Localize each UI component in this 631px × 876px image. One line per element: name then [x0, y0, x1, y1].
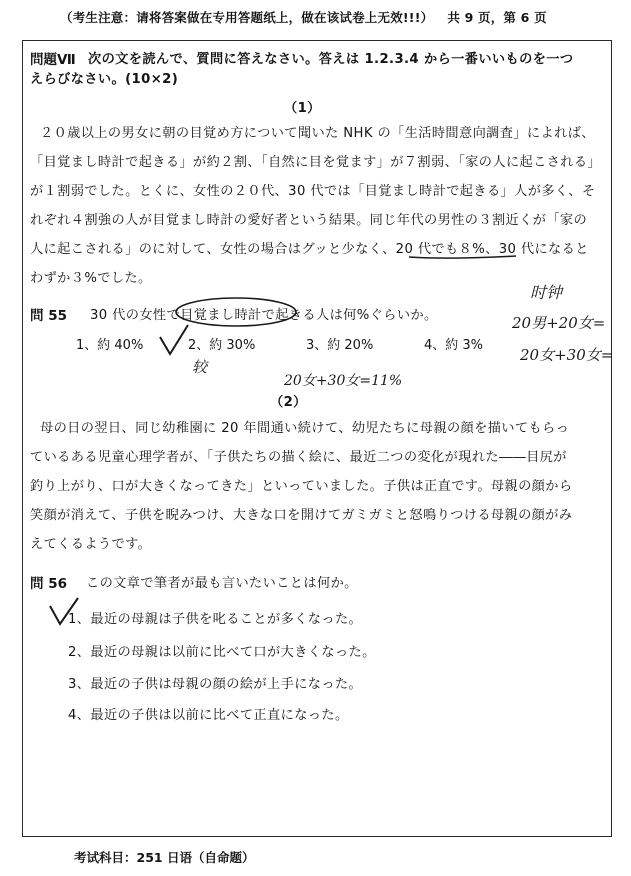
- instruction-line-2: えらびなさい。(10×2): [30, 72, 179, 87]
- passage-2-line: ているある児童心理学者が、「子供たちの描く絵に、最近二つの変化が現れた――目尻が: [30, 450, 567, 465]
- q55-option: 3、約 20%: [306, 338, 374, 353]
- question-56-text: この文章で筆者が最も言いたいことは何か。: [86, 576, 358, 591]
- passage-2-line: えてくるようです。: [30, 537, 152, 552]
- passage-2-line: 釣り上がり、口が大きくなってきた」といっていました。子供は正直です。母親の顔から: [30, 479, 573, 494]
- exam-subject: 考试科目：251 日语（自命题）: [74, 850, 255, 865]
- q56-option: 1、最近の母親は子供を叱ることが多くなった。: [68, 612, 363, 627]
- handwriting-male-sum: 20男+20女=: [512, 314, 606, 332]
- handwriting-calculation: 20女+30女=11%: [284, 373, 403, 389]
- q56-option: 3、最近の子供は母親の顔の絵が上手になった。: [68, 677, 363, 692]
- passage-1-line: 「目覚まし時計で起きる」が約２割、「自然に目を覚ます」が７割弱、「家の人に起こされる」: [30, 155, 602, 170]
- check-mark: [160, 325, 188, 354]
- instruction-line-1: 次の文を読んで、質問に答えなさい。答えは 1.2.3.4 から一番いいものを一つ: [88, 52, 574, 67]
- handwriting-clock: 时钟: [530, 283, 563, 302]
- handwriting-kanji: 较: [192, 358, 208, 376]
- passage-1-line: 人に起こされる」のに対して、女性の場合はグッと少なく、20 代でも８%、30 代になると: [30, 242, 589, 257]
- q55-option: 1、約 40%: [76, 338, 144, 353]
- question-56-label: 問 56: [30, 576, 67, 592]
- circle-mark: [176, 298, 296, 326]
- passage-2-line: 笑顔が消えて、子供を睨みつけ、大きな口を開けてガミガミと怒鳴りつける母親の顔がみ: [30, 508, 573, 523]
- handwriting-female-sum: 20女+30女=: [520, 346, 614, 364]
- passage-1-number: （1）: [284, 101, 321, 116]
- passage-1-line: わずか３%でした。: [30, 271, 152, 286]
- q55-option: 4、約 3%: [424, 338, 484, 353]
- passage-2-line: 母の日の翌日、同じ幼稚園に 20 年間通い続けて、幼児たちに母親の顔を描いてもらっ: [40, 421, 570, 436]
- check-mark: [50, 598, 78, 624]
- passage-2-number: （2）: [270, 395, 307, 410]
- passage-1-line: れぞれ４割強の人が目覚まし時計の愛好者という結果。同じ年代の男性の３割近くが「家の: [30, 213, 588, 228]
- question-55-text: 30 代の女性で目覚まし時計で起きる人は何%ぐらいか。: [90, 308, 438, 323]
- exam-notice: （考生注意：请将答案做在专用答题纸上，做在该试卷上无效!!!）: [60, 10, 434, 25]
- passage-1-line: ２０歳以上の男女に朝の目覚め方について聞いた NHK の「生活時間意向調査」によれば、: [40, 126, 595, 141]
- passage-1-line: が１割弱でした。とくに、女性の２０代、30 代では「目覚まし時計で起きる」人が多く、そ: [30, 184, 596, 199]
- question-55-label: 問 55: [30, 308, 67, 324]
- underline-mark: [409, 256, 516, 258]
- section-title: 問題Ⅶ: [30, 52, 76, 68]
- q56-option: 2、最近の母親は以前に比べて口が大きくなった。: [68, 645, 376, 660]
- page-count: 共 9 页，第 6 页: [447, 10, 547, 25]
- q55-option: 2、約 30%: [188, 338, 256, 353]
- q56-option: 4、最近の子供は以前に比べて正直になった。: [68, 708, 349, 723]
